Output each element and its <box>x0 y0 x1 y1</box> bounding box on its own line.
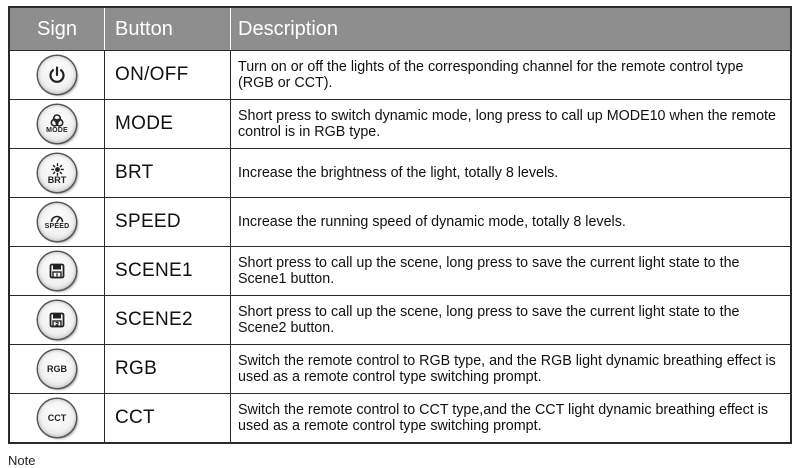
description-text: Increase the brightness of the light, totally 8 levels. <box>238 165 559 181</box>
button-label: SPEED <box>115 211 181 232</box>
table-row <box>10 99 790 148</box>
cct-icon <box>38 399 76 437</box>
speed-icon <box>38 203 76 241</box>
table-row <box>10 50 790 99</box>
description-text: Short press to switch dynamic mode, long press to call up MODE10 when the remote control is in RGB type. <box>238 108 776 140</box>
button-label: SCENE1 <box>115 260 193 281</box>
table-row <box>10 246 790 295</box>
icon-caption: MODE <box>46 126 68 134</box>
power-icon <box>38 56 76 94</box>
brightness-icon <box>38 154 76 192</box>
mode-icon <box>38 105 76 143</box>
description-text: Switch the remote control to RGB type, and the RGB light dynamic breathing effect is used as a remote control type switching prompt. <box>238 353 776 385</box>
table-header <box>10 8 790 50</box>
button-label: BRT <box>115 162 154 183</box>
header-button: Button <box>104 8 230 50</box>
button-label: MODE <box>115 113 174 134</box>
description-text: Short press to call up the scene, long press to save the current light state to the Scene2 button. <box>238 304 740 336</box>
description-text: Switch the remote control to CCT type,and the CCT light dynamic breathing effect is used as a remote control type switching prompt. <box>238 402 769 434</box>
description-text: Increase the running speed of dynamic mode, totally 8 levels. <box>238 214 626 230</box>
description-text: Turn on or off the lights of the corresponding channel for the remote control type (RGB or CCT). <box>238 59 744 91</box>
save-scene1-icon <box>38 252 76 290</box>
icon-caption: RGB <box>47 364 67 374</box>
header-sign: Sign <box>36 17 78 40</box>
rgb-icon <box>38 350 76 388</box>
icon-caption: SPEED <box>44 222 70 230</box>
table-row <box>10 393 790 442</box>
description-text: Short press to call up the scene, long press to save the current light state to the Scene1 button. <box>238 255 740 287</box>
header-description: Description <box>230 8 790 50</box>
button-label: SCENE2 <box>115 309 193 330</box>
table-row <box>10 295 790 344</box>
table-row <box>10 344 790 393</box>
button-description-table <box>8 6 792 444</box>
icon-caption: BRT <box>47 174 67 185</box>
button-label: CCT <box>115 407 155 428</box>
save-scene2-icon <box>38 301 76 339</box>
icon-caption: CCT <box>47 413 67 423</box>
note-heading: Note <box>8 453 36 468</box>
button-label: RGB <box>115 358 158 379</box>
table-row <box>10 197 790 246</box>
button-label: ON/OFF <box>115 64 189 85</box>
table-row <box>10 148 790 197</box>
